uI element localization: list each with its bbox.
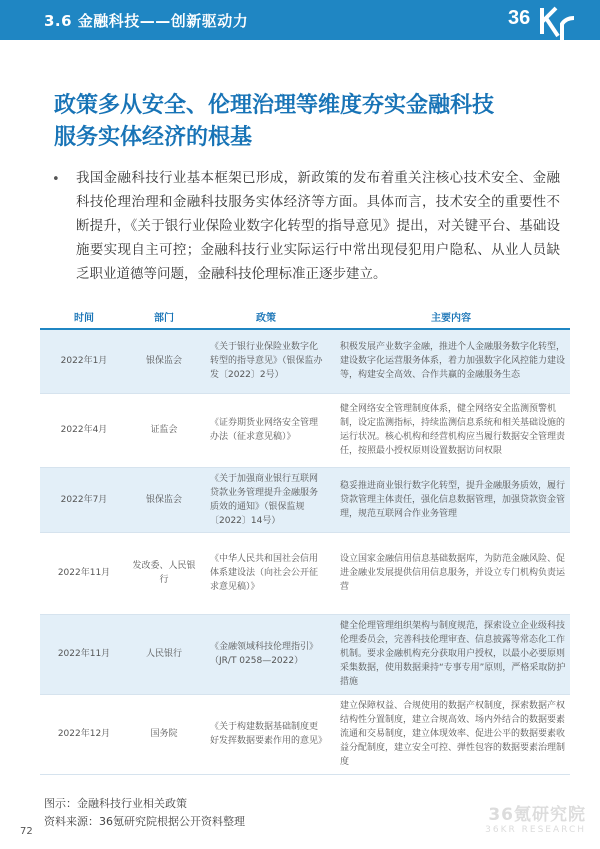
page-title-line-1: 政策多从安全、伦理治理等维度夯实金融科技	[54, 93, 495, 118]
cell-content: 积极发展产业数字金融，推进个人金融服务数字化转型，建设数字化运营服务体系，着力加强数字化风控能力建设等，构建安全高效、合作共赢的金融服务生态	[332, 329, 570, 393]
cell-dept: 发改委、人民银行	[128, 532, 200, 614]
cell-content: 设立国家金融信用信息基础数据库，为防范金融风险、促进金融业发展提供信用信息服务，并设立专门机构负责运营	[332, 532, 570, 614]
header-policy: 政策	[200, 304, 332, 329]
cell-policy: 《关于银行业保险业数字化转型的指导意见》（银保监办发〔2022〕2号）	[200, 329, 332, 393]
cell-policy: 《关于加强商业银行互联网贷款业务管理提升金融服务质效的通知》（银保监规〔2022〕14号）	[200, 467, 332, 532]
cell-content: 稳妥推进商业银行数字化转型，提升金融服务质效，履行贷款管理主体责任，强化信息数据管理，加强贷款资金管理，规范互联网合作业务管理	[332, 467, 570, 532]
table-row	[40, 614, 570, 694]
cell-policy: 《中华人民共和国社会信用体系建设法（向社会公开征求意见稿）》	[200, 532, 332, 614]
cell-policy: 《金融领域科技伦理指引》（JR/T 0258—2022）	[200, 614, 332, 694]
cell-content: 健全网络安全管理制度体系，健全网络安全监测预警机制，设定监测指标，持续监测信息系统和相关基础设施的运行状况。核心机构和经营机构应当履行数据安全管理责任，按照最小授权原则设置数据访问权限	[332, 393, 570, 467]
table-row	[40, 329, 570, 393]
table-row	[40, 393, 570, 467]
table-header-row	[40, 304, 570, 329]
table-row	[40, 467, 570, 532]
cell-time: 2022年4月	[40, 393, 128, 467]
cell-policy: 《关于构建数据基础制度更好发挥数据要素作用的意见》	[200, 694, 332, 774]
watermark	[485, 800, 586, 835]
cell-time: 2022年7月	[40, 467, 128, 532]
cell-time: 2022年12月	[40, 694, 128, 774]
header-dept: 部门	[128, 304, 200, 329]
page-number: 72	[20, 826, 33, 837]
header-time: 时间	[40, 304, 128, 329]
table-row	[40, 532, 570, 614]
section-title: 3.6 金融科技——创新驱动力	[44, 12, 249, 30]
36kr-logo	[506, 2, 580, 40]
cell-time: 2022年11月	[40, 614, 128, 694]
cell-time: 2022年1月	[40, 329, 128, 393]
watermark-main: 36氪研究院	[488, 805, 586, 825]
cell-dept: 国务院	[128, 694, 200, 774]
cell-policy: 《证券期货业网络安全管理办法（征求意见稿）》	[200, 393, 332, 467]
cell-dept: 人民银行	[128, 614, 200, 694]
bullet-dot: •	[52, 172, 60, 187]
cell-dept: 银保监会	[128, 467, 200, 532]
figure-caption: 图示：金融科技行业相关政策	[44, 797, 187, 810]
svg-text:36: 36	[508, 7, 531, 29]
policy-table	[40, 304, 570, 775]
cell-content: 健全伦理管理组织架构与制度规范，探索设立企业级科技伦理委员会，完善科技伦理审查、信息披露等常态化工作机制。要求金融机构充分获取用户授权，以最小必要原则采集数据，使用数据秉持“专事专用”原则，严格采取防护措施	[332, 614, 570, 694]
cell-content: 建立保障权益、合规使用的数据产权制度，探索数据产权结构性分置制度，建立合规高效、场内外结合的数据要素流通和交易制度，建立体现效率、促进公平的数据要素收益分配制度，建立安全可控、弹性包容的数据要素治理制度	[332, 694, 570, 774]
page-title-line-2: 服务实体经济的根基	[54, 125, 253, 150]
cell-dept: 证监会	[128, 393, 200, 467]
body-paragraph: 我国金融科技行业基本框架已形成，新政策的发布着重关注核心技术安全、金融科技伦理治理和金融科技服务实体经济等方面。具体而言，技术安全的重要性不断提升，《关于银行业保险业数字化转型的指导意见》提出，对关键平台、基础设施要实现自主可控；金融科技行业实际运行中常出现侵犯用户隐私、从业人员缺乏职业道德等问题，金融科技伦理标准正逐步建立。	[76, 170, 560, 282]
header-bar	[0, 0, 600, 40]
cell-dept: 银保监会	[128, 329, 200, 393]
data-source: 资料来源：36氪研究院根据公开资料整理	[44, 815, 245, 828]
page-title	[54, 90, 554, 154]
table-row	[40, 694, 570, 774]
cell-time: 2022年11月	[40, 532, 128, 614]
header-content: 主要内容	[332, 304, 570, 329]
watermark-sub: 36KR RESEARCH	[485, 825, 586, 835]
